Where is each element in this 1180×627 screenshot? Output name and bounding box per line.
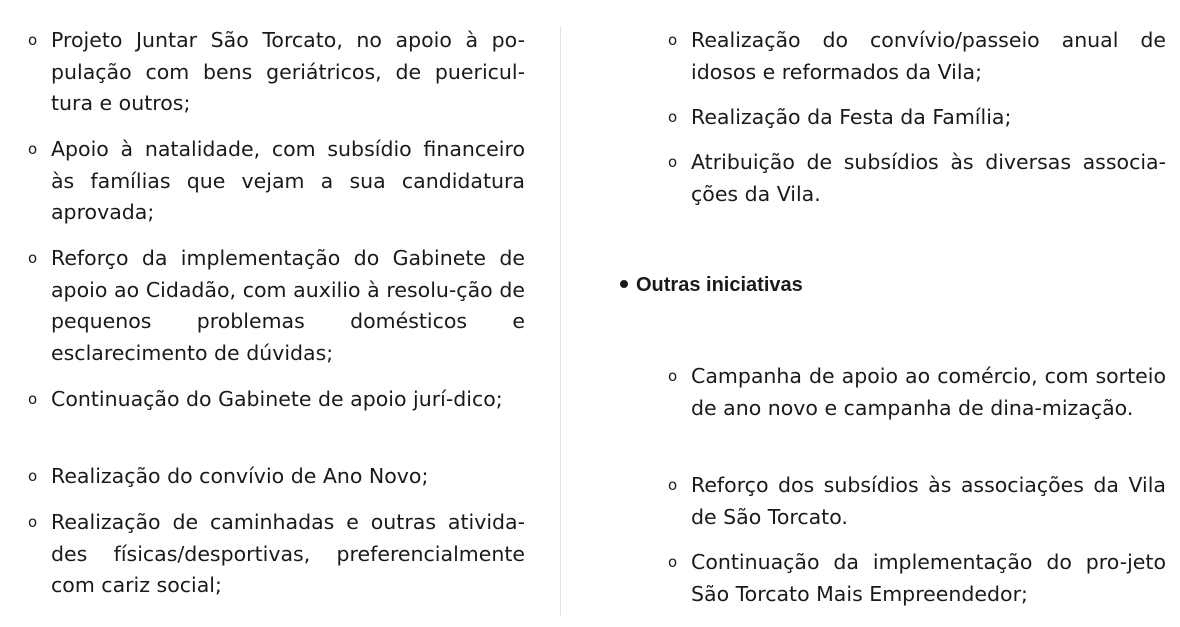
list-item-text: Reforço dos subsídios às associações da Vila de São Torcato. <box>691 473 1166 529</box>
list-item <box>668 361 1166 424</box>
list-item <box>28 384 525 416</box>
bullet-dot-icon <box>620 280 628 288</box>
list-item-text: Continuação da implementação do pro-jeto São Torcato Mais Empreendedor; <box>691 550 1166 606</box>
bullet-marker: o <box>668 31 678 49</box>
list-item-text: Realização do convívio/passeio anual de idosos e reformados da Vila; <box>691 28 1166 84</box>
bullet-marker: o <box>28 31 38 49</box>
section-heading-text: Outras iniciativas <box>636 274 803 296</box>
column-divider <box>560 26 561 616</box>
bullet-marker: o <box>668 108 678 126</box>
list-item-text: Campanha de apoio ao comércio, com sorteio de ano novo e campanha de dina-mização. <box>691 364 1166 420</box>
bullet-marker: o <box>28 513 38 531</box>
list-item <box>28 25 525 120</box>
bullet-marker: o <box>668 367 678 385</box>
bullet-marker: o <box>28 467 38 485</box>
list-item <box>668 470 1166 533</box>
list-item-text: Realização do convívio de Ano Novo; <box>51 464 429 488</box>
list-item-text: Continuação do Gabinete de apoio jurí-dico; <box>51 387 503 411</box>
bullet-marker: o <box>668 553 678 571</box>
section-heading <box>620 270 803 301</box>
list-item-text: Atribuição de subsídios às diversas associa-ções da Vila. <box>691 150 1166 206</box>
list-item-text: Realização da Festa da Família; <box>691 105 1012 129</box>
list-item <box>28 243 525 369</box>
list-item <box>28 461 525 493</box>
bullet-marker: o <box>668 476 678 494</box>
bullet-marker: o <box>28 249 38 267</box>
bullet-marker: o <box>668 153 678 171</box>
list-item-text: Projeto Juntar São Torcato, no apoio à po-pulação com bens geriátricos, de puericul-tura e outros; <box>51 28 525 115</box>
bullet-marker: o <box>28 140 38 158</box>
list-item-text: Reforço da implementação do Gabinete de apoio ao Cidadão, com auxilio à resolu-ção de pequenos problemas domésticos e esclarecimento de dúvidas; <box>51 246 525 365</box>
list-item <box>668 102 1166 134</box>
list-item-text: Realização de caminhadas e outras ativida-des físicas/desportivas, preferencialmente com cariz social; <box>51 510 525 597</box>
list-item <box>28 134 525 229</box>
list-item-text: Apoio à natalidade, com subsídio financeiro às famílias que vejam a sua candidatura aprovada; <box>51 137 525 224</box>
list-item <box>28 507 525 602</box>
list-item <box>668 547 1166 610</box>
list-item <box>668 147 1166 210</box>
list-item <box>668 25 1166 88</box>
bullet-marker: o <box>28 390 38 408</box>
